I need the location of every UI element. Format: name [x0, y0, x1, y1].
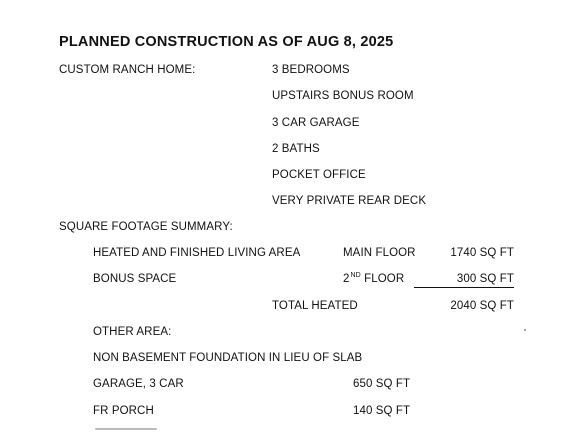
bonus-floor-superscript: ND [350, 272, 361, 279]
bonus-floor-number: 2 [343, 273, 350, 285]
porch-label: FR PORCH [93, 405, 154, 417]
heated-label: HEATED AND FINISHED LIVING AREA [93, 247, 301, 259]
feature-baths: 2 BATHS [272, 143, 320, 155]
scan-speck [524, 329, 526, 331]
cut-off-text-fragment [95, 428, 157, 430]
bonus-value: 300 SQ FT [414, 272, 514, 288]
page-title: PLANNED CONSTRUCTION AS OF AUG 8, 2025 [59, 34, 394, 50]
feature-deck: VERY PRIVATE REAR DECK [272, 195, 427, 207]
bonus-floor-word: FLOOR [360, 273, 405, 285]
bonus-floor [343, 272, 404, 288]
summary-heading: SQUARE FOOTAGE SUMMARY: [59, 221, 233, 233]
home-label: CUSTOM RANCH HOME: [59, 64, 196, 76]
total-value: 2040 SQ FT [450, 300, 514, 312]
heated-value: 1740 SQ FT [450, 247, 514, 259]
feature-office: POCKET OFFICE [272, 169, 366, 181]
feature-bedrooms: 3 BEDROOMS [272, 64, 350, 76]
bonus-label: BONUS SPACE [93, 273, 177, 285]
garage-label: GARAGE, 3 CAR [93, 378, 184, 390]
porch-value: 140 SQ FT [353, 405, 411, 417]
garage-value: 650 SQ FT [353, 378, 411, 390]
heated-floor: MAIN FLOOR [343, 247, 416, 259]
total-label: TOTAL HEATED [272, 300, 358, 312]
feature-bonus-room: UPSTAIRS BONUS ROOM [272, 90, 414, 102]
other-heading: OTHER AREA: [93, 326, 172, 338]
foundation-note: NON BASEMENT FOUNDATION IN LIEU OF SLAB [93, 352, 363, 364]
feature-garage: 3 CAR GARAGE [272, 117, 360, 129]
